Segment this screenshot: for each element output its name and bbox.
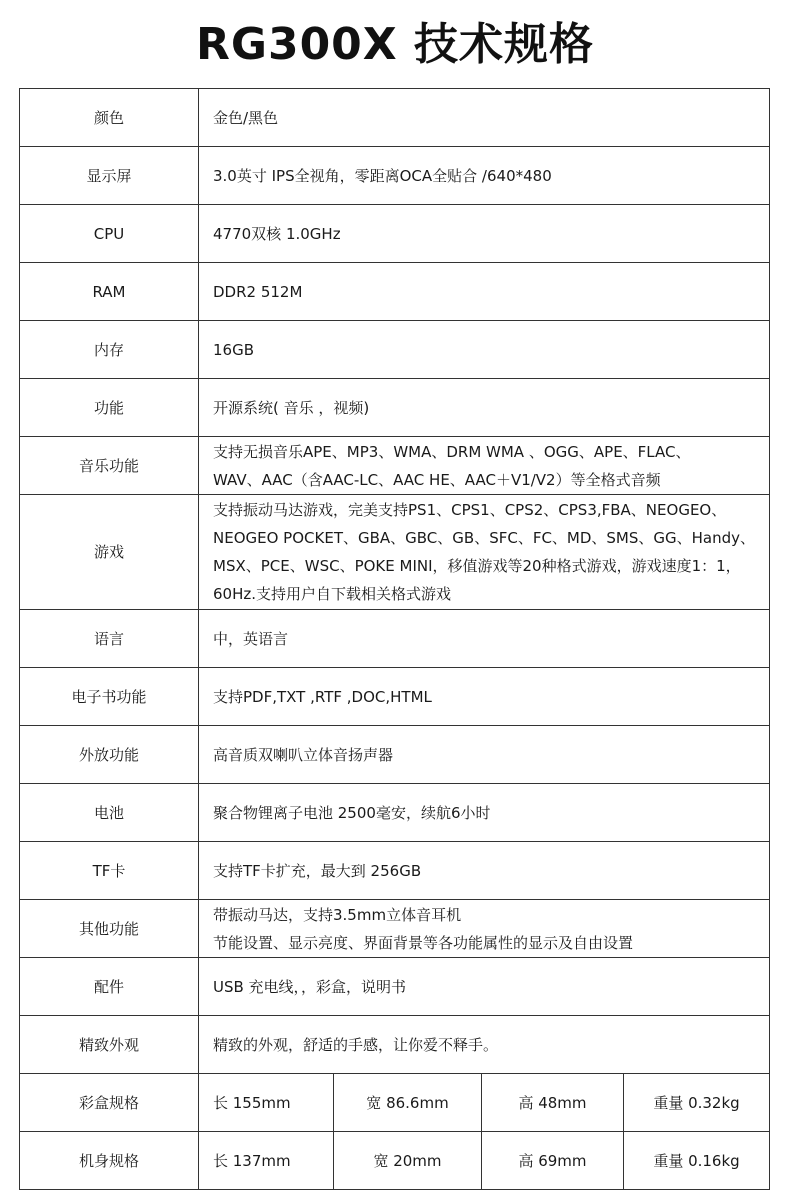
spec-row-appearance bbox=[20, 1016, 770, 1074]
spec-value-line: 带振动马达，支持3.5mm立体音耳机 bbox=[213, 905, 462, 924]
dimension-length: 长 137mm bbox=[213, 1151, 291, 1170]
spec-label: CPU bbox=[20, 205, 199, 263]
spec-label: 颜色 bbox=[20, 89, 199, 147]
spec-value bbox=[199, 1016, 770, 1074]
spec-label: 配件 bbox=[20, 958, 199, 1016]
dimension-width: 宽 86.6mm bbox=[333, 1074, 481, 1131]
spec-label: 内存 bbox=[20, 321, 199, 379]
spec-value-line: 支持TF卡扩充，最大到 256GB bbox=[213, 861, 422, 880]
spec-value-line: 聚合物锂离子电池 2500毫安，续航6小时 bbox=[213, 803, 491, 822]
spec-value bbox=[199, 321, 770, 379]
spec-value-line: 3.0英寸 IPS全视角，零距离OCA全贴合 /640*480 bbox=[213, 166, 552, 185]
spec-value bbox=[199, 263, 770, 321]
spec-label: 音乐功能 bbox=[20, 437, 199, 495]
spec-value-line: 精致的外观，舒适的手感，让你爱不释手。 bbox=[213, 1035, 499, 1054]
spec-value-line: 支持无损音乐APE、MP3、WMA、DRM WMA 、OGG、APE、FLAC、 bbox=[213, 442, 691, 461]
spec-row-battery bbox=[20, 784, 770, 842]
dimension-length: 长 155mm bbox=[213, 1093, 291, 1112]
spec-value-line: 支持PDF,TXT ,RTF ,DOC,HTML bbox=[213, 687, 432, 706]
spec-value-line: 节能设置、显示亮度、界面背景等各功能属性的显示及自由设置 bbox=[213, 933, 634, 952]
spec-row-speaker bbox=[20, 726, 770, 784]
dimension-values bbox=[199, 1132, 770, 1190]
spec-value-line: DDR2 512M bbox=[213, 282, 303, 301]
dimension-width: 宽 20mm bbox=[333, 1132, 481, 1189]
spec-value-line: MSX、PCE、WSC、POKE MINI，移值游戏等20种格式游戏，游戏速度1：1， bbox=[213, 557, 741, 575]
spec-label: 外放功能 bbox=[20, 726, 199, 784]
spec-row-tf-card bbox=[20, 842, 770, 900]
spec-value-line: USB 充电线，，彩盒，说明书 bbox=[213, 977, 407, 996]
dimension-weight: 重量 0.32kg bbox=[623, 1074, 769, 1131]
spec-row-language bbox=[20, 610, 770, 668]
spec-label: TF卡 bbox=[20, 842, 199, 900]
dimension-weight: 重量 0.16kg bbox=[623, 1132, 769, 1189]
spec-table bbox=[19, 88, 770, 1190]
spec-value-line: 60Hz.支持用户自下载相关格式游戏 bbox=[213, 585, 452, 603]
spec-value bbox=[199, 842, 770, 900]
spec-row-ebook bbox=[20, 668, 770, 726]
spec-row-accessories bbox=[20, 958, 770, 1016]
spec-value bbox=[199, 610, 770, 668]
spec-label: 功能 bbox=[20, 379, 199, 437]
spec-value bbox=[199, 89, 770, 147]
dimension-height: 高 48mm bbox=[481, 1074, 623, 1131]
spec-value bbox=[199, 379, 770, 437]
spec-row-features bbox=[20, 379, 770, 437]
spec-value bbox=[199, 958, 770, 1016]
dimension-height: 高 69mm bbox=[481, 1132, 623, 1189]
spec-row-display bbox=[20, 147, 770, 205]
spec-value bbox=[199, 205, 770, 263]
spec-value bbox=[199, 147, 770, 205]
spec-row-music bbox=[20, 437, 770, 495]
spec-value bbox=[199, 726, 770, 784]
spec-value bbox=[199, 900, 770, 958]
spec-label: RAM bbox=[20, 263, 199, 321]
spec-row-ram bbox=[20, 263, 770, 321]
spec-value-line: NEOGEO POCKET、GBA、GBC、GB、SFC、FC、MD、SMS、GG、Handy、 bbox=[213, 529, 756, 547]
spec-row-cpu bbox=[20, 205, 770, 263]
spec-label: 机身规格 bbox=[20, 1132, 199, 1190]
spec-row-storage bbox=[20, 321, 770, 379]
spec-value-line: 高音质双喇叭立体音扬声器 bbox=[213, 745, 394, 764]
spec-value-line: 金色/黑色 bbox=[213, 108, 279, 127]
spec-value bbox=[199, 437, 770, 495]
spec-value bbox=[199, 668, 770, 726]
spec-value bbox=[199, 784, 770, 842]
spec-value-line: 支持振动马达游戏，完美支持PS1、CPS1、CPS2、CPS3,FBA、NEOGEO、 bbox=[213, 501, 727, 519]
spec-row-box-dimensions bbox=[20, 1074, 770, 1132]
spec-label: 电池 bbox=[20, 784, 199, 842]
spec-value-line: 4770双核 1.0GHz bbox=[213, 224, 341, 243]
spec-label: 语言 bbox=[20, 610, 199, 668]
page-title: RG300X 技术规格 bbox=[195, 19, 595, 70]
spec-value-line: WAV、AAC（含AAC-LC、AAC HE、AAC＋V1/V2）等全格式音频 bbox=[213, 470, 661, 489]
spec-label: 彩盒规格 bbox=[20, 1074, 199, 1132]
spec-row-other bbox=[20, 900, 770, 958]
spec-row-color bbox=[20, 89, 770, 147]
spec-label: 游戏 bbox=[20, 495, 199, 610]
spec-value bbox=[199, 495, 770, 610]
spec-label: 电子书功能 bbox=[20, 668, 199, 726]
spec-label: 其他功能 bbox=[20, 900, 199, 958]
spec-row-body-dimensions bbox=[20, 1132, 770, 1190]
spec-value-line: 开源系统( 音乐 ，视频) bbox=[213, 398, 370, 417]
spec-label: 精致外观 bbox=[20, 1016, 199, 1074]
spec-row-games bbox=[20, 495, 770, 610]
spec-value-line: 中，英语言 bbox=[213, 629, 289, 648]
spec-label: 显示屏 bbox=[20, 147, 199, 205]
spec-value-line: 16GB bbox=[213, 340, 255, 359]
dimension-values bbox=[199, 1074, 770, 1132]
